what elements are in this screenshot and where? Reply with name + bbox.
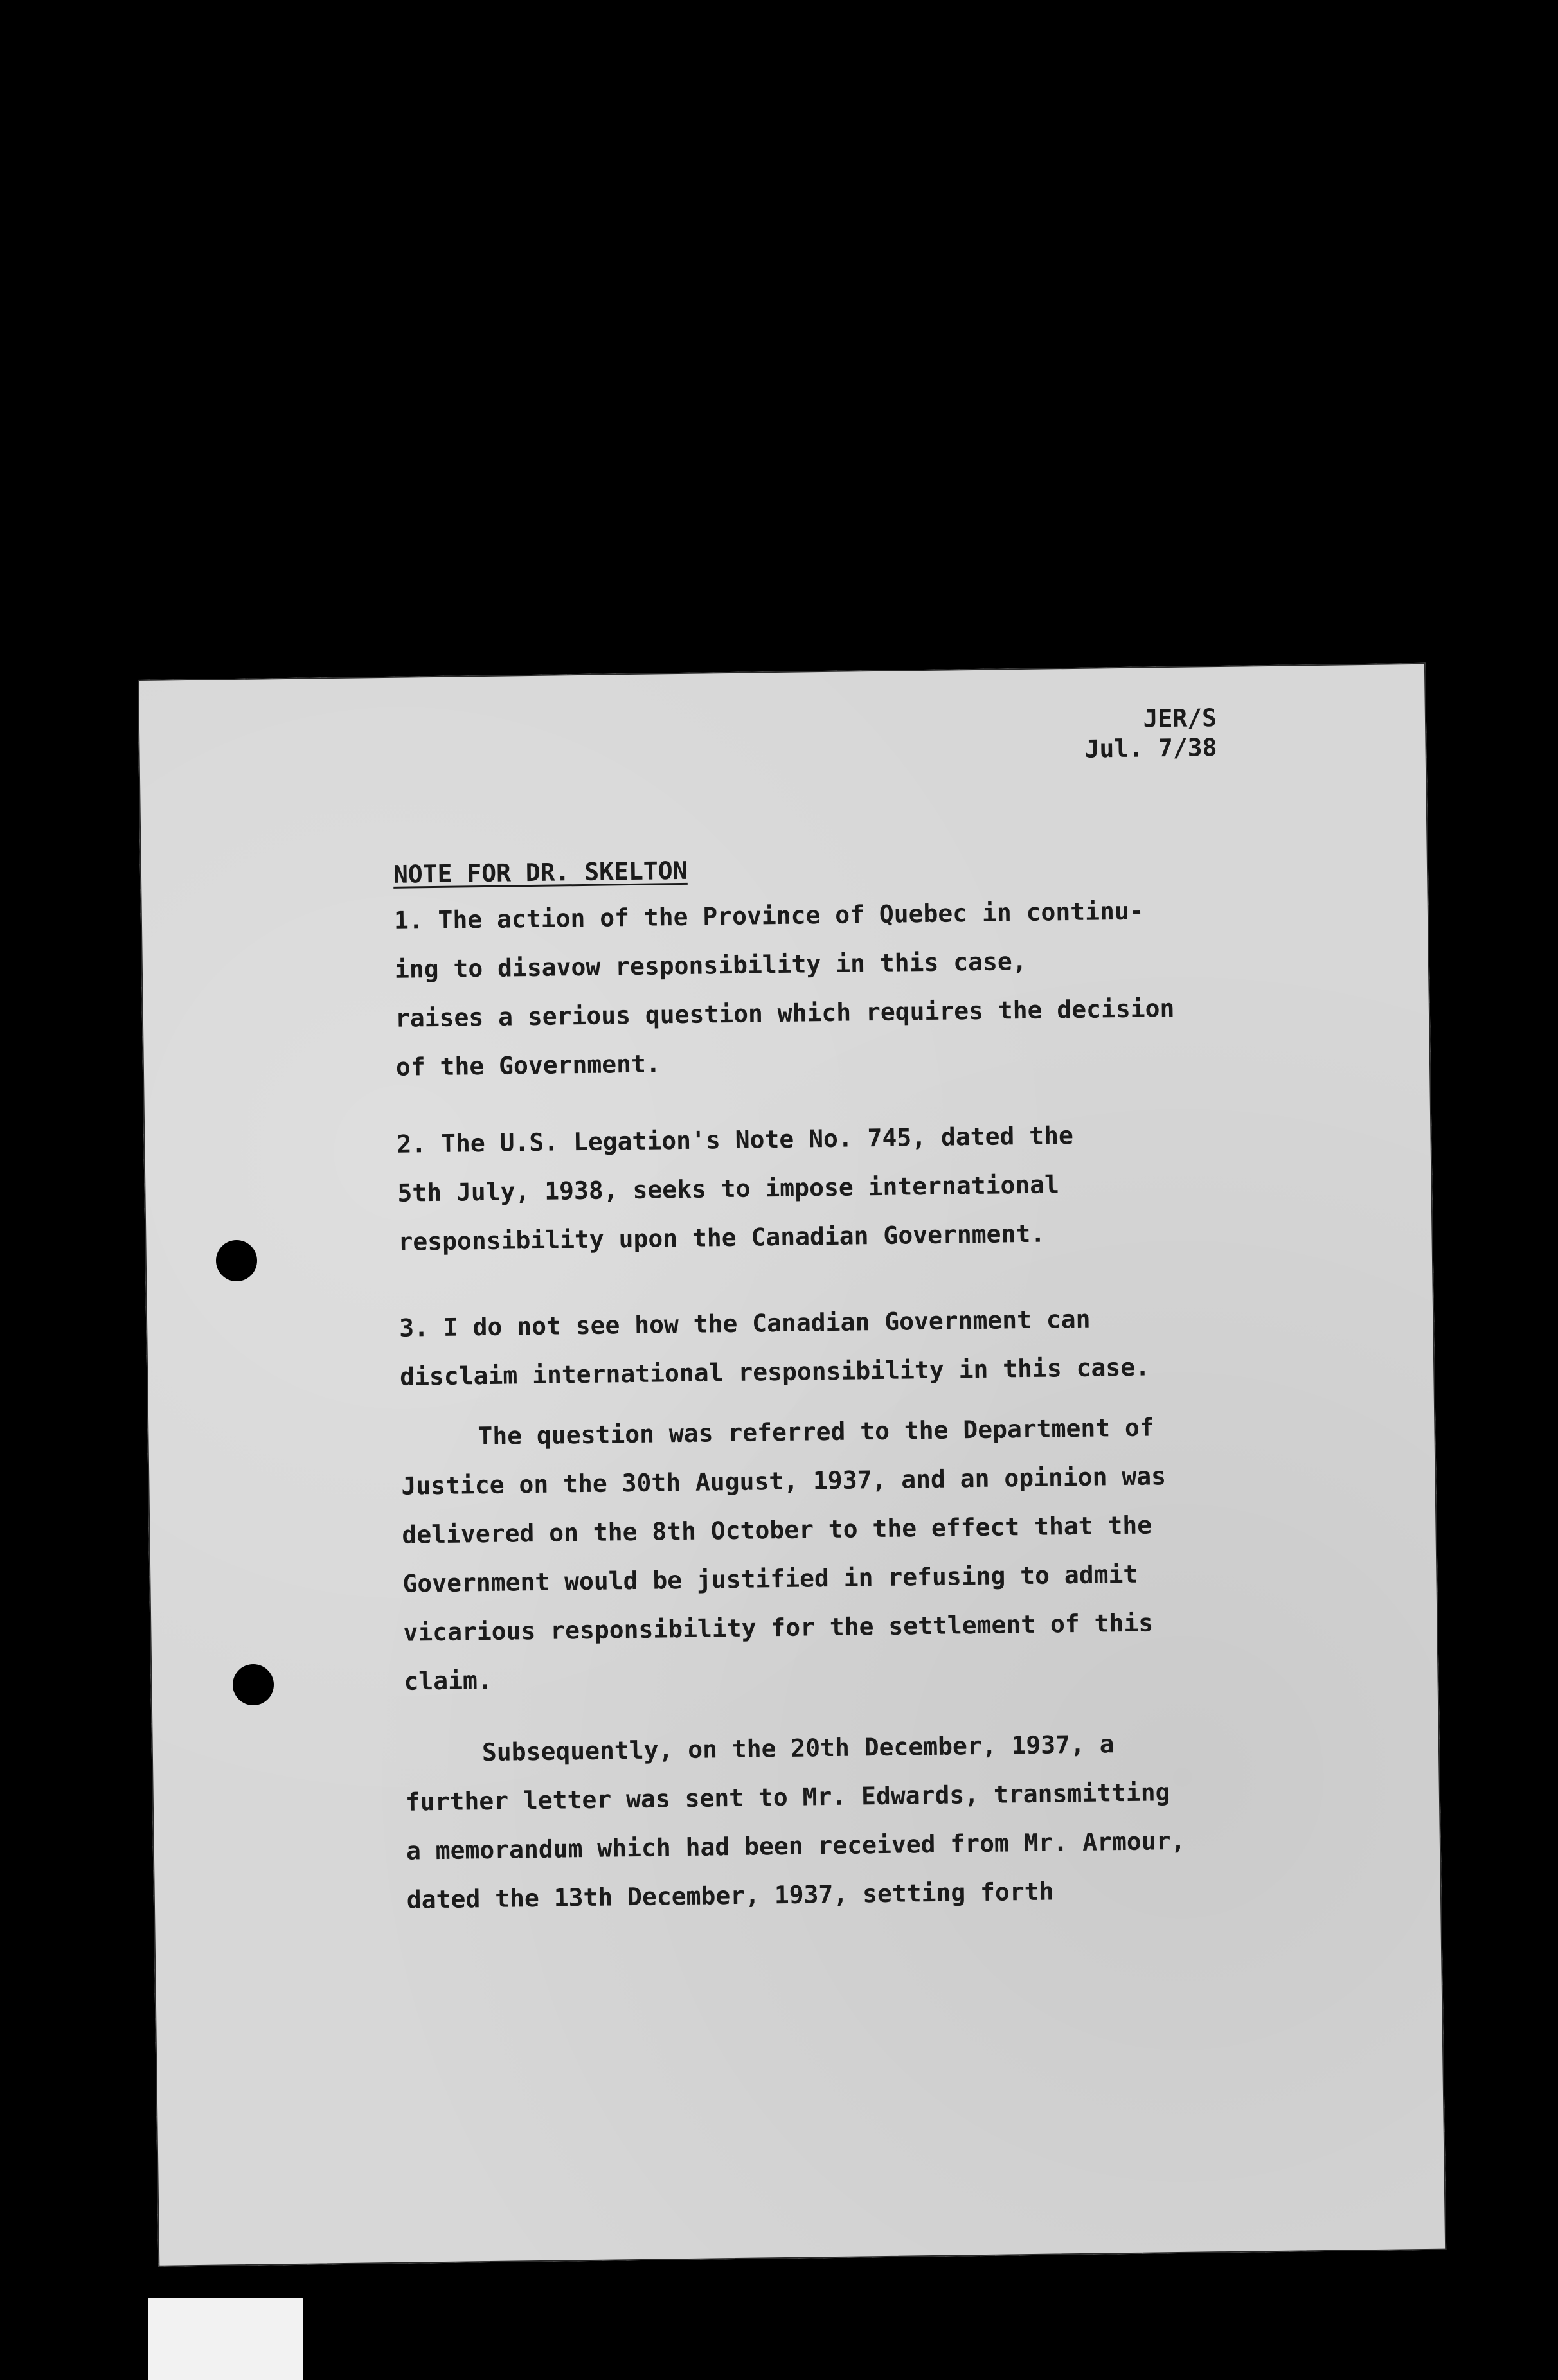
paragraph-4-line-6: claim. bbox=[404, 1665, 492, 1696]
paragraph-4-line-4: Government would be justified in refusing to admit bbox=[402, 1559, 1138, 1598]
paragraph-5-line-3: a memorandum which had been received from Mr. Armour, bbox=[406, 1826, 1186, 1865]
paragraph-2 bbox=[397, 1108, 1311, 1266]
paragraph-5 bbox=[404, 1717, 1320, 1924]
reference-code: JER/S bbox=[1143, 704, 1217, 733]
paragraph-4-line-1: The question was referred to the Department of bbox=[478, 1413, 1155, 1451]
paragraph-5-line-2: further letter was sent to Mr. Edwards, transmitting bbox=[405, 1778, 1170, 1816]
paragraph-3-line-2: disclaim international responsibility in this case. bbox=[399, 1353, 1151, 1391]
paragraph-1 bbox=[393, 884, 1309, 1092]
punch-hole-top bbox=[216, 1240, 257, 1281]
paragraph-1-line-4: of the Government. bbox=[395, 1049, 661, 1081]
paragraph-3 bbox=[399, 1292, 1313, 1401]
reference-block bbox=[1084, 703, 1217, 764]
paragraph-4-line-2: Justice on the 30th August, 1937, and an opinion was bbox=[401, 1462, 1167, 1500]
paragraph-4 bbox=[400, 1401, 1317, 1706]
paragraph-2-line-1: 2. The U.S. Legation's Note No. 745, dated the bbox=[397, 1121, 1074, 1159]
paragraph-3-line-1: 3. I do not see how the Canadian Government can bbox=[398, 1304, 1091, 1342]
paragraph-4-line-5: vicarious responsibility for the settlement of this bbox=[403, 1608, 1154, 1647]
document-title: NOTE FOR DR. SKELTON bbox=[393, 856, 688, 889]
film-tab bbox=[148, 2298, 303, 2380]
paragraph-1-line-2: ing to disavow responsibility in this case, bbox=[394, 946, 1027, 984]
paragraph-2-line-2: 5th July, 1938, seeks to impose international bbox=[397, 1170, 1060, 1207]
paragraph-2-line-3: responsibility upon the Canadian Government. bbox=[398, 1219, 1046, 1256]
document-page bbox=[138, 663, 1446, 2267]
paragraph-5-line-1: Subsequently, on the 20th December, 1937, a bbox=[481, 1730, 1115, 1767]
paragraph-4-line-3: delivered on the 8th October to the effect that the bbox=[402, 1511, 1152, 1549]
reference-date: Jul. 7/38 bbox=[1084, 733, 1217, 763]
punch-hole-bottom bbox=[233, 1664, 274, 1705]
paragraph-1-line-1: 1. The action of the Province of Quebec in continu- bbox=[393, 896, 1144, 935]
paragraph-5-line-4: dated the 13th December, 1937, setting forth bbox=[406, 1877, 1054, 1914]
paragraph-1-line-3: raises a serious question which requires the decision bbox=[395, 993, 1175, 1033]
